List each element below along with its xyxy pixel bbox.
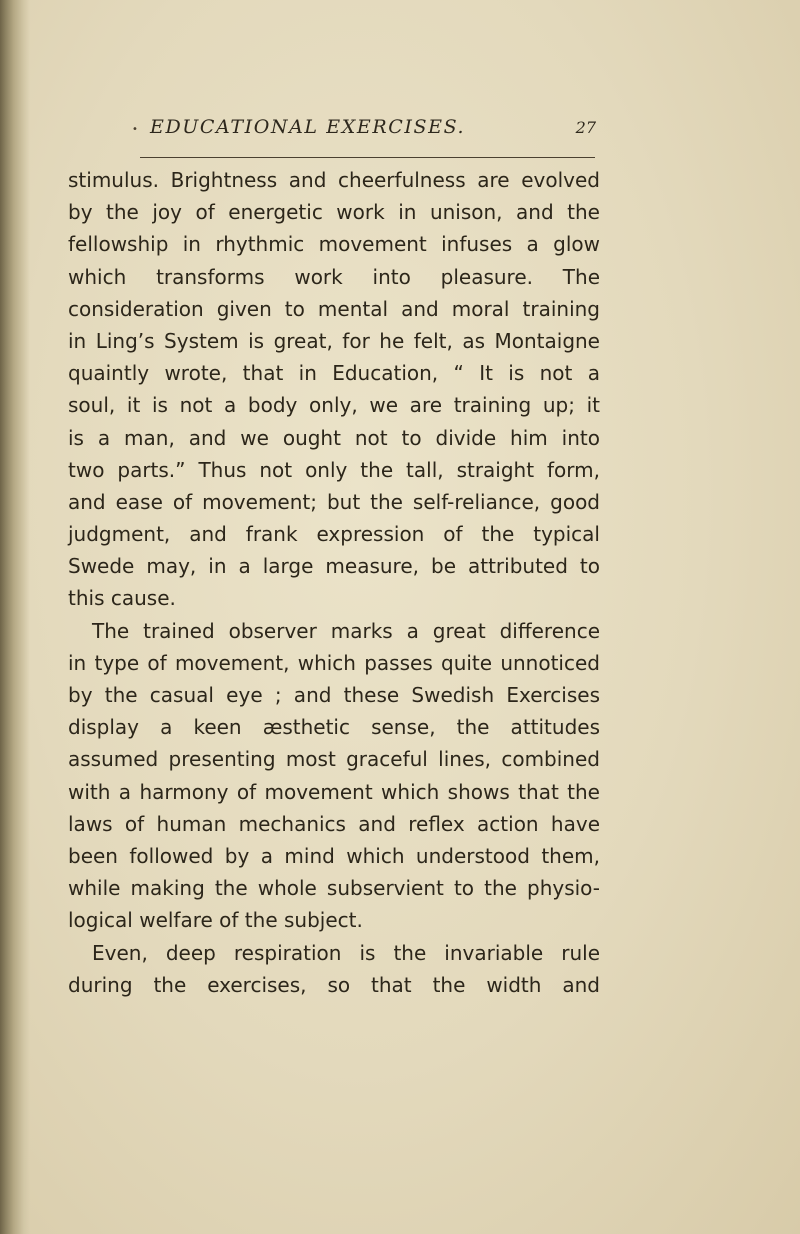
header-dot: • [132,124,138,135]
text-line: soul, it is not a body only, we are training up; it [68,393,600,418]
text-line: assumed presenting most graceful lines, combined [68,747,600,772]
text-line: this cause. [68,586,176,611]
text-line: logical welfare of the subject. [68,908,363,933]
text-line: display a keen æsthetic sense, the attitudes [68,715,600,740]
running-title: EDUCATIONAL EXERCISES. [150,116,466,138]
body-text [68,164,600,1001]
text-line: stimulus. Brightness and cheerfulness are evolved [68,168,600,192]
text-line: The trained observer marks a great difference [92,618,600,643]
text-line: is a man, and we ought not to divide him into [68,425,600,450]
page-binding-edge [0,0,30,1234]
text-line: judgment, and frank expression of the typical [68,522,600,547]
text-line: which transforms work into pleasure. The [68,264,600,289]
text-line: while making the whole subservient to the physio- [68,876,600,901]
page-header [132,116,596,144]
text-line: during the exercises, so that the width and [68,972,600,997]
text-line: been followed by a mind which understood them, [68,843,600,868]
text-line: consideration given to mental and moral training [68,296,600,321]
text-line: two parts.” Thus not only the tall, straight form, [68,457,600,482]
text-line: fellowship in rhythmic movement infuses a glow [68,232,600,257]
text-line: in Ling’s System is great, for he felt, as Montaigne [68,328,600,353]
text-line: with a harmony of movement which shows that the [68,779,600,804]
header-rule [140,157,595,158]
text-line: Even, deep respiration is the invariable rule [92,940,600,965]
text-line: by the casual eye ; and these Swedish Exercises [68,683,600,707]
text-line: in type of movement, which passes quite unnoticed [68,650,600,675]
text-line: laws of human mechanics and reflex action have [68,811,600,836]
text-line: Swede may, in a large measure, be attributed to [68,554,600,579]
text-line: by the joy of energetic work in unison, and the [68,200,600,225]
text-line: and ease of movement; but the self-reliance, good [68,489,600,514]
text-line: quaintly wrote, that in Education, “ It is not a [68,361,600,386]
page-number: 27 [575,118,596,137]
